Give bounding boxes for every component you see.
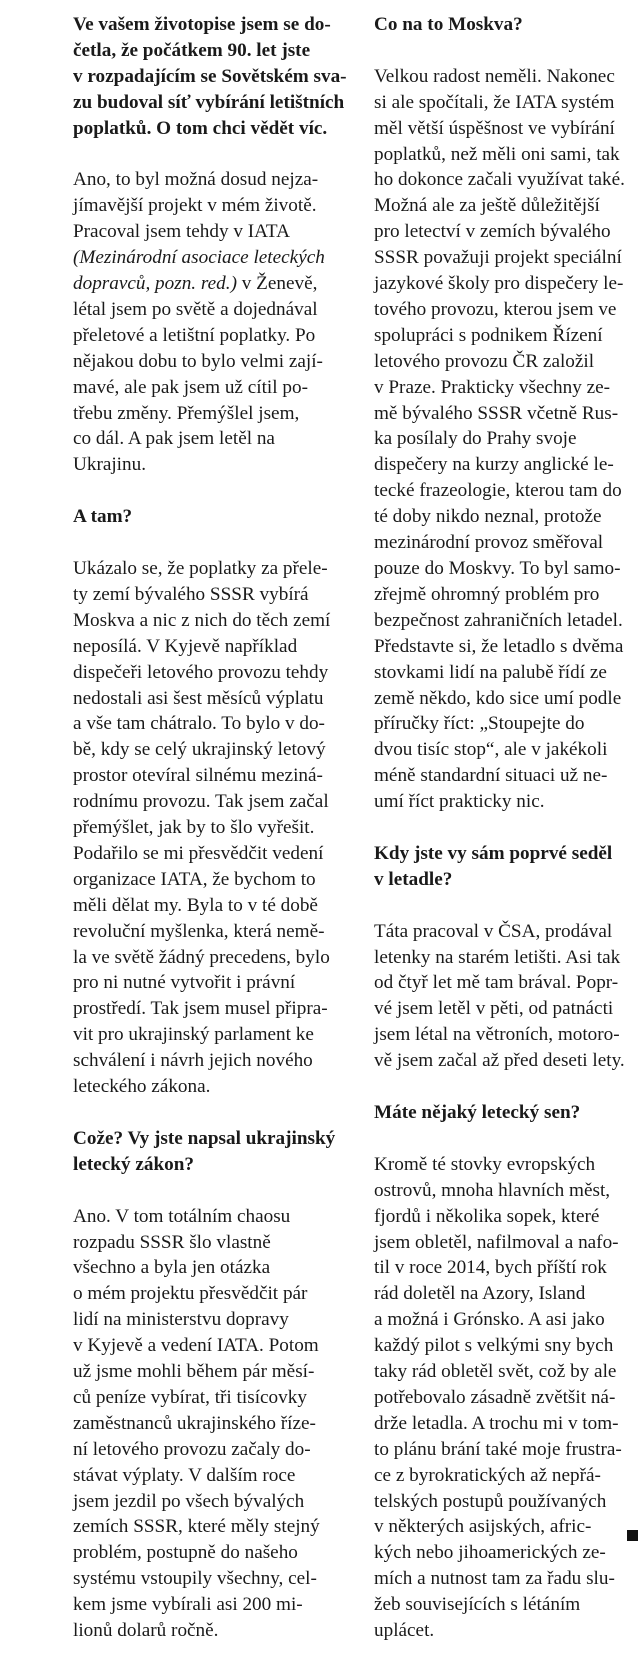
text-line: poplatků. O tom chci vědět víc. — [73, 117, 328, 139]
text-line: v Praze. Prakticky všechny ze- — [374, 376, 611, 398]
text-line: přemýšlet, jak by to šlo vyřešit. — [73, 817, 315, 839]
text-line: Podařilo se mi přesvědčit vedení — [73, 842, 324, 864]
text-line: pouze do Moskvy. To byl samo- — [374, 558, 621, 580]
text-line: stovkami lidí na palubě řídí ze — [374, 661, 607, 683]
text-line: organizace IATA, že bychom to — [73, 868, 316, 890]
text-line: Pracoval jsem tehdy v IATA — [73, 221, 290, 243]
text-line: lidí na ministerstvu dopravy — [73, 1309, 289, 1331]
text-line: rád doletěl na Azory, Island — [374, 1283, 586, 1305]
text-line: ka posílaly do Prahy svoje — [374, 428, 577, 450]
text-line: zu budoval síť vybírání letištních — [73, 91, 345, 113]
question-5 — [374, 841, 640, 893]
text-line: Máte nějaký letecký sen? — [374, 1102, 581, 1123]
text-line: dispečeři letového provozu tehdy — [73, 661, 329, 683]
text-line: pro ni nutné vytvořit i právní — [73, 972, 296, 994]
text-line: mě bývalého SSSR včetně Rus- — [374, 402, 619, 424]
text-line: Představte si, že letadlo s dvěma — [374, 635, 624, 657]
text-line: měli dělat my. Byla to v té době — [73, 894, 318, 916]
text-line: všechno a byla jen otázka — [73, 1257, 271, 1279]
question-1 — [73, 12, 347, 142]
text-line: jsem létal na větroních, motoro- — [374, 1024, 620, 1046]
text-line: Ve vašem životopise jsem se do- — [73, 14, 331, 35]
text-line: schválení i návrh jejich nového — [73, 1050, 313, 1072]
text-line: a vše tam chátralo. To bylo v do- — [73, 713, 325, 735]
text-line: třebu změny. Přemýšlel jsem, — [73, 402, 300, 424]
text-line: neposílá. V Kyjevě například — [73, 635, 298, 657]
text-fragment: v Ženevě, — [241, 273, 318, 295]
text-line: vit pro ukrajinský parlament ke — [73, 1024, 314, 1046]
text-line: už jsme mohli během pár měsí- — [73, 1361, 315, 1383]
text-line: Ano, to byl možná dosud nejza- — [73, 169, 319, 191]
text-line-italic: (Mezinárodní asociace leteckých — [73, 247, 325, 269]
text-line: vě jsem začal až před deseti lety. — [374, 1050, 625, 1072]
text-line: o mém projektu přesvědčit pár — [73, 1283, 308, 1305]
text-line: letecký zákon? — [73, 1153, 194, 1175]
text-line: přeletové a letištní poplatky. Po — [73, 324, 316, 346]
text-line: problém, postupně do našeho — [73, 1542, 298, 1564]
text-line: tového provozu, kterou jsem ve — [374, 298, 617, 320]
text-line: Možná ale za ještě důležitější — [374, 195, 600, 217]
text-line: četla, že počátkem 90. let jste — [73, 39, 311, 61]
text-line: Ano. V tom totálním chaosu — [73, 1205, 291, 1227]
text-line: příručky říct: „Stoupejte do — [374, 713, 585, 735]
text-line: Táta pracoval v ČSA, prodával — [374, 920, 613, 942]
text-line: rozpadu SSSR šlo vlastně — [73, 1231, 271, 1253]
text-line: la ve světě žádný precedens, bylo — [73, 946, 330, 968]
text-line: fjordů i několika sopek, které — [374, 1205, 600, 1227]
text-line: Cože? Vy jste napsal ukrajinský — [73, 1127, 336, 1149]
text-line: uplácet. — [374, 1620, 435, 1642]
text-line: rodnímu provozu. Tak jsem začal — [73, 791, 329, 813]
text-line: pro letectví v zemích bývalého — [374, 221, 611, 243]
text-line: v Kyjevě a vedení IATA. Potom — [73, 1335, 319, 1357]
answer-6 — [374, 1152, 640, 1644]
text-line: telských postupů používaných — [374, 1490, 607, 1512]
text-line: Velkou radost neměli. Nakonec — [374, 65, 615, 87]
text-line: SSSR považuji projekt speciální — [374, 247, 622, 269]
text-line: od čtyř let mě tam brával. Popr- — [374, 972, 619, 994]
text-line: ců peníze vybírat, tři tisícovky — [73, 1386, 307, 1408]
text-line: létal jsem po světě a dojednával — [73, 298, 318, 320]
question-4 — [374, 12, 640, 38]
text-line: A tam? — [73, 506, 133, 528]
text-line: kých nebo jihoamerických ze- — [374, 1542, 606, 1564]
answer-1 — [73, 167, 343, 478]
text-line: poplatků, než měli oni sami, tak — [374, 143, 620, 165]
text-line: země někdo, kdo sice umí podle — [374, 687, 622, 709]
text-line: nějakou dobu to bylo velmi zají- — [73, 350, 323, 372]
text-line: lionů dolarů ročně. — [73, 1620, 219, 1642]
text-line: prostor otevíral silnému meziná- — [73, 765, 323, 787]
text-line: ostrovů, mnoha hlavních měst, — [374, 1179, 611, 1201]
text-line: dispečery na kurzy anglické le- — [374, 454, 614, 476]
text-line: v rozpadajícím se Sovětském sva- — [73, 65, 347, 87]
question-6 — [374, 1100, 640, 1126]
text-line: letového provozu ČR založil — [374, 350, 595, 372]
text-line: bezpečnost zahraničních letadel. — [374, 609, 623, 631]
text-line: méně standardní situaci už ne- — [374, 765, 608, 787]
text-line: umí říct prakticky nic. — [374, 791, 545, 813]
text-line: leteckého zákona. — [73, 1076, 211, 1098]
text-line: každý pilot s velkými sny bych — [374, 1335, 614, 1357]
text-line: kem jsme vybírali asi 200 mi- — [73, 1594, 303, 1616]
question-3 — [73, 1126, 343, 1178]
text-line: drže letadla. A trochu mi v tom- — [374, 1412, 619, 1434]
text-line: to plánu brání také moje frustra- — [374, 1438, 622, 1460]
answer-5 — [374, 919, 640, 1074]
text-line: Kromě té stovky evropských — [374, 1153, 596, 1175]
text-line: Kdy jste vy sám poprvé seděl — [374, 842, 613, 864]
text-line: zřejmě ohromný problém pro — [374, 583, 600, 605]
text-line: revoluční myšlenka, která nemě- — [73, 920, 325, 942]
text-line: žeb souvisejících s létáním — [374, 1594, 581, 1616]
text-line: jazykové školy pro dispečery le- — [374, 273, 624, 295]
text-line: v některých asijských, afric- — [374, 1516, 592, 1538]
text-line: bě, kdy se celý ukrajinský letový — [73, 739, 326, 761]
question-2 — [73, 504, 343, 530]
text-line: jsem jezdil po všech bývalých — [73, 1490, 305, 1512]
text-line: jímavější projekt v mém životě. — [73, 195, 317, 217]
text-line: ní letového provozu začaly do- — [73, 1438, 311, 1460]
text-line: si ale spočítali, že IATA systém — [374, 91, 615, 113]
text-line: Moskva a nic z nich do těch zemí — [73, 609, 331, 631]
text-line: taky rád obletěl svět, což by ale — [374, 1361, 617, 1383]
text-line: mezinárodní provoz směřoval — [374, 532, 604, 554]
text-line: dvou tisíc stop“, ale v jakékoli — [374, 739, 608, 761]
text-line: co dál. A pak jsem letěl na — [73, 428, 275, 450]
text-line: ho dokonce začali využívat také. — [374, 169, 625, 191]
text-line: zaměstnanců ukrajinského říze- — [73, 1412, 316, 1434]
text-line: potřebovalo zásadně zvětšit ná- — [374, 1386, 616, 1408]
answer-3 — [73, 1204, 343, 1644]
text-line: v letadle? — [374, 868, 453, 890]
end-of-article-mark — [627, 1530, 638, 1541]
answer-2 — [73, 556, 343, 1100]
answer-4 — [374, 64, 640, 815]
text-line: zemích SSSR, které měly stejný — [73, 1516, 320, 1538]
text-line: té doby nikdo neznal, protože — [374, 506, 602, 528]
text-line: nedostali asi šest měsíců výplatu — [73, 687, 324, 709]
text-line: jsem obletěl, nafilmoval a nafo- — [374, 1231, 619, 1253]
text-line: letenky na starém letišti. Asi tak — [374, 946, 621, 968]
text-line: a možná i Grónsko. A asi jako — [374, 1309, 605, 1331]
text-line: prostředí. Tak jsem musel připra- — [73, 998, 328, 1020]
text-line: systému vstoupily všechny, cel- — [73, 1568, 317, 1590]
editor-note: dopravců, pozn. red.) — [73, 273, 237, 295]
text-line: ce z byrokratických až nepřá- — [374, 1464, 601, 1486]
article-column-left — [73, 12, 347, 1670]
text-line: tecké frazeologie, kterou tam do — [374, 480, 622, 502]
text-line: Co na to Moskva? — [374, 14, 523, 35]
text-line: til v roce 2014, bych příští rok — [374, 1257, 607, 1279]
text-line: Ukrajinu. — [73, 454, 147, 476]
text-line: spolupráci s podnikem Řízení — [374, 324, 603, 346]
text-line: měl větší úspěšnost ve vybírání — [374, 117, 615, 139]
text-line: Ukázalo se, že poplatky za přele- — [73, 557, 328, 579]
text-line: mích a nutnost tam za řadu slu- — [374, 1568, 615, 1590]
text-line — [73, 271, 343, 297]
text-line: stávat výplaty. V dalším roce — [73, 1464, 296, 1486]
text-line: mavé, ale pak jsem už cítil po- — [73, 376, 308, 398]
text-line: ty zemí bývalého SSSR vybírá — [73, 583, 309, 605]
text-line: vé jsem letěl v pěti, od patnácti — [374, 998, 614, 1020]
article-column-right — [374, 12, 640, 1670]
